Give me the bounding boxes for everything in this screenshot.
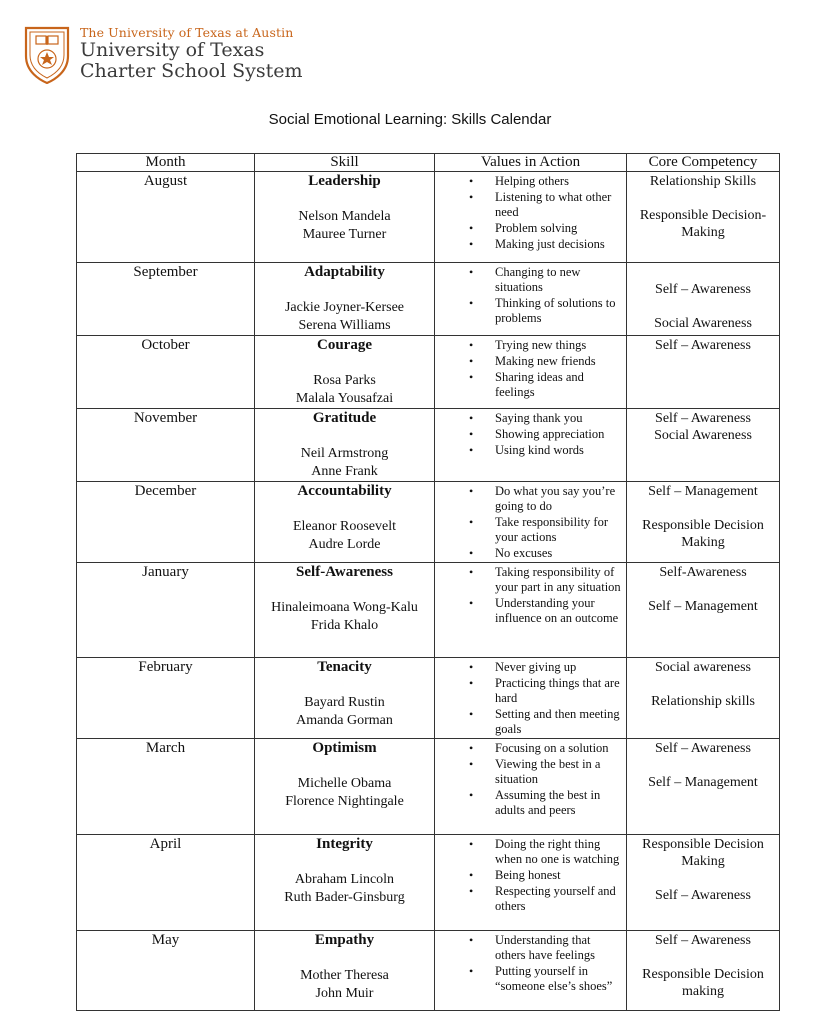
table-row <box>77 658 780 739</box>
competency-item: Self – Awareness <box>655 741 751 756</box>
spacer <box>627 264 779 281</box>
role-models <box>255 372 434 408</box>
month-cell: January <box>77 563 255 658</box>
competency-item: Self – Awareness <box>655 411 751 426</box>
skill-cell <box>255 482 435 563</box>
competency-item: Self – Awareness <box>655 933 751 948</box>
month-cell: October <box>77 336 255 409</box>
competency-cell <box>627 835 780 931</box>
role-model-name: Neil Armstrong <box>300 446 389 461</box>
competency-item: Self-Awareness <box>659 565 747 580</box>
role-models <box>255 208 434 244</box>
role-model-name: Florence Nightingale <box>285 794 404 809</box>
value-item: • Sharing ideas and feelings <box>495 370 626 400</box>
value-item: • Understanding your influence on an outcome <box>495 596 626 626</box>
skill-cell <box>255 658 435 739</box>
competency-item: Self – Awareness <box>655 282 751 297</box>
role-model-name: Michelle Obama <box>297 776 392 791</box>
role-models <box>255 967 434 1003</box>
skill-cell <box>255 739 435 835</box>
system-name-line1: University of Texas <box>80 39 265 61</box>
role-models <box>255 871 434 907</box>
skill-cell <box>255 172 435 263</box>
table-row <box>77 172 780 263</box>
role-model-name: Anne Frank <box>311 464 378 479</box>
role-model-name: Mother Theresa <box>300 968 389 983</box>
document-title: Social Emotional Learning: Skills Calendar <box>268 111 552 128</box>
competency-cell <box>627 931 780 1011</box>
column-header-competency: Core Competency <box>627 154 780 172</box>
competency-item: Self – Management <box>648 484 758 499</box>
skill-name: Leadership <box>308 173 381 189</box>
month-cell: August <box>77 172 255 263</box>
role-model-name: Bayard Rustin <box>304 695 385 710</box>
value-item: • Never giving up <box>495 660 626 675</box>
month-cell: March <box>77 739 255 835</box>
competency-cell <box>627 658 780 739</box>
table-row <box>77 563 780 658</box>
values-cell <box>435 739 627 835</box>
role-model-name: Malala Yousafzai <box>295 391 394 406</box>
role-model-name: Hinaleimoana Wong-Kalu <box>271 600 418 615</box>
role-model-name: Rosa Parks <box>313 373 376 388</box>
competency-item: Responsible Decision-Making <box>639 208 767 240</box>
spacer <box>627 298 779 315</box>
role-model-name: Nelson Mandela <box>298 209 391 224</box>
skill-cell <box>255 931 435 1011</box>
competency-item: Self – Management <box>648 775 758 790</box>
table-row <box>77 409 780 482</box>
month-cell: September <box>77 263 255 336</box>
value-item: • Problem solving <box>495 221 626 236</box>
university-name: The University of Texas at Austin <box>80 25 294 40</box>
spacer <box>627 757 779 774</box>
skill-cell <box>255 563 435 658</box>
value-item: • Making just decisions <box>495 237 626 252</box>
table-row <box>77 739 780 835</box>
values-cell <box>435 482 627 563</box>
column-header-month: Month <box>77 154 255 172</box>
skill-name: Accountability <box>297 483 392 499</box>
value-item: • Listening to what other need <box>495 190 626 220</box>
value-item: • Do what you say you’re going to do <box>495 484 626 514</box>
values-cell <box>435 563 627 658</box>
role-models <box>255 599 434 635</box>
value-item: • Take responsibility for your actions <box>495 515 626 545</box>
ut-seal-logo <box>24 26 70 84</box>
values-cell <box>435 658 627 739</box>
value-item: • Making new friends <box>495 354 626 369</box>
skill-name: Courage <box>317 337 372 353</box>
role-model-name: Frida Khalo <box>310 618 379 633</box>
values-cell <box>435 172 627 263</box>
competency-cell <box>627 482 780 563</box>
competency-item: Self – Management <box>648 599 758 614</box>
system-name-line2: Charter School System <box>80 60 303 82</box>
skills-calendar-table <box>76 153 780 1011</box>
competency-cell <box>627 739 780 835</box>
table-row <box>77 482 780 563</box>
competency-cell <box>627 263 780 336</box>
competency-item: Relationship skills <box>651 694 755 709</box>
competency-item: Self – Awareness <box>655 338 751 353</box>
month-cell: April <box>77 835 255 931</box>
competency-item: Self – Awareness <box>655 888 751 903</box>
month-cell: May <box>77 931 255 1011</box>
role-models <box>255 445 434 481</box>
month-cell: February <box>77 658 255 739</box>
value-item: • Setting and then meeting goals <box>495 707 626 737</box>
table-row <box>77 931 780 1011</box>
spacer <box>627 949 779 966</box>
competency-cell <box>627 172 780 263</box>
value-item: • Putting yourself in “someone else’s shoes” <box>495 964 626 994</box>
role-model-name: Audre Lorde <box>308 537 381 552</box>
skill-name: Self-Awareness <box>296 564 393 580</box>
values-cell <box>435 336 627 409</box>
values-cell <box>435 931 627 1011</box>
role-model-name: Abraham Lincoln <box>294 872 395 887</box>
role-models <box>255 694 434 730</box>
role-model-name: Amanda Gorman <box>296 713 393 728</box>
month-cell: December <box>77 482 255 563</box>
value-item: • Focusing on a solution <box>495 741 626 756</box>
value-item: • Assuming the best in adults and peers <box>495 788 626 818</box>
values-cell <box>435 409 627 482</box>
role-model-name: Serena Williams <box>298 318 391 333</box>
value-item: • Showing appreciation <box>495 427 626 442</box>
value-item: • Thinking of solutions to problems <box>495 296 626 326</box>
value-item: • Helping others <box>495 174 626 189</box>
role-model-name: Mauree Turner <box>302 227 387 242</box>
role-models <box>255 518 434 554</box>
competency-cell <box>627 409 780 482</box>
page-header <box>24 26 302 88</box>
competency-item: Responsible Decision Making <box>642 837 764 869</box>
role-model-name: Jackie Joyner-Kersee <box>284 300 405 315</box>
competency-item: Responsible Decision Making <box>642 518 764 550</box>
skill-cell <box>255 336 435 409</box>
value-item: • Viewing the best in a situation <box>495 757 626 787</box>
value-item: • Trying new things <box>495 338 626 353</box>
skill-cell <box>255 263 435 336</box>
role-model-name: John Muir <box>315 986 374 1001</box>
role-model-name: Eleanor Roosevelt <box>292 519 397 534</box>
role-models <box>255 775 434 811</box>
competency-item: Social Awareness <box>654 316 752 331</box>
spacer <box>627 581 779 598</box>
table-header-row <box>77 154 780 172</box>
skill-name: Empathy <box>314 932 375 948</box>
values-cell <box>435 263 627 336</box>
spacer <box>627 500 779 517</box>
value-item: • Changing to new situations <box>495 265 626 295</box>
competency-item: Responsible Decision making <box>642 967 764 999</box>
skill-name: Integrity <box>316 836 373 852</box>
skill-name: Optimism <box>312 740 377 756</box>
values-cell <box>435 835 627 931</box>
table-row <box>77 263 780 336</box>
value-item: • No excuses <box>495 546 626 561</box>
competency-item: Relationship Skills <box>649 174 757 189</box>
value-item: • Using kind words <box>495 443 626 458</box>
value-item: • Understanding that others have feelings <box>495 933 626 963</box>
value-item: • Being honest <box>495 868 626 883</box>
skill-name: Adaptability <box>304 264 385 280</box>
value-item: • Respecting yourself and others <box>495 884 626 914</box>
skill-name: Gratitude <box>312 410 377 426</box>
role-models <box>255 299 434 335</box>
table-row <box>77 336 780 409</box>
table-row <box>77 835 780 931</box>
skill-cell <box>255 409 435 482</box>
column-header-skill: Skill <box>255 154 435 172</box>
role-model-name: Ruth Bader-Ginsburg <box>284 890 405 905</box>
skill-name: Tenacity <box>317 659 372 675</box>
value-item: • Doing the right thing when no one is watching <box>495 837 626 867</box>
competency-item: Social awareness <box>654 660 752 675</box>
value-item: • Taking responsibility of your part in any situation <box>495 565 626 595</box>
competency-cell <box>627 563 780 658</box>
spacer <box>627 190 779 207</box>
month-cell: November <box>77 409 255 482</box>
value-item: • Practicing things that are hard <box>495 676 626 706</box>
spacer <box>627 676 779 693</box>
spacer <box>627 870 779 887</box>
value-item: • Saying thank you <box>495 411 626 426</box>
competency-cell <box>627 336 780 409</box>
column-header-values: Values in Action <box>435 154 627 172</box>
competency-item: Social Awareness <box>654 428 752 443</box>
skill-cell <box>255 835 435 931</box>
